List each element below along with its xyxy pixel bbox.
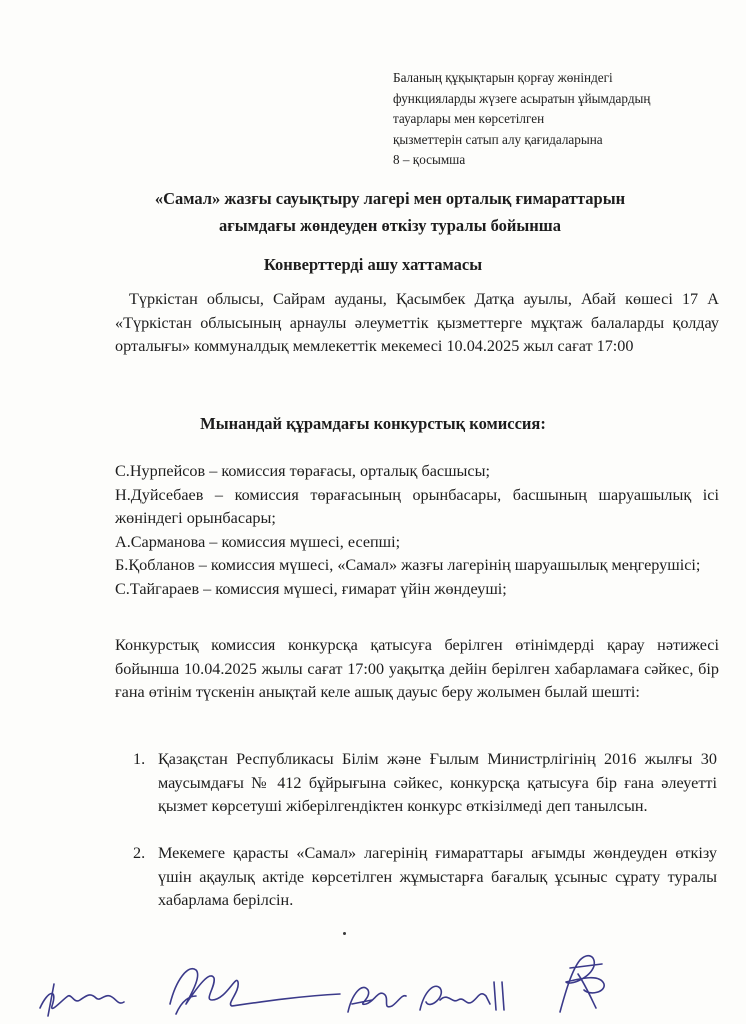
document-title-line-1: «Самал» жазғы сауықтыру лагері мен орталық ғимараттарын: [154, 189, 626, 208]
annex-line: Баланың құқықтарын қорғау жөніндегі: [393, 70, 613, 85]
resolution-item: [133, 748, 717, 819]
signature-3: [348, 987, 406, 1012]
resolution-text: Қазақстан Республикасы Білім және Ғылым Министрлігінің 2016 жылғы 30 маусымдағы № 412 бұйрығына сәйкес, конкурсқа қатысуға бір ғана әлеуетті қызмет көрсетуші жіберілгендіктен конкурс өткізілмеді деп танылсын.: [158, 750, 717, 815]
annex-line: тауарлары мен көрсетілген: [393, 111, 545, 126]
resolution-text: Мекемеге қарасты «Самал» лагерінің ғимараттары ағымды жөндеуден өткізу үшін ақаулық актіде көрсетілген жұмыстарға бағалық ұсыныс сұрату туралы хабарлама берілсін.: [158, 844, 717, 909]
member-line: С.Тайгараев – комиссия мүшесі, ғимарат үйін жөндеуші;: [115, 579, 507, 598]
annex-line: функцияларды жүзеге асыратын ұйымдардың: [393, 90, 651, 106]
annex-line: қызметтерін сатып алу қағидаларына: [393, 131, 603, 147]
member-line: Н.Дуйсебаев – комиссия төрағасының орынбасары, басшының шаруашылық ісі жөніндегі орынбасары;: [115, 485, 719, 527]
signature-2: [170, 969, 340, 1014]
signature-1: [40, 984, 124, 1016]
signatures-drawing: [0, 930, 746, 1024]
decision-paragraph: Конкурстық комиссия конкурсқа қатысуға берілген өтінімдерді қарау нәтижесі бойынша 10.04.2025 жылы сағат 17:00 уақытқа дейін берілген хабарламаға сәйкес, бір ғана өтінім түскенін анықтай келе ашық дауыс беру жолымен былай шешті:: [115, 636, 719, 701]
annex-line: 8 – қосымша: [393, 152, 466, 167]
member-line: А.Сарманова – комиссия мүшесі, есепші;: [115, 532, 401, 551]
member-line: С.Нурпейсов – комиссия төрағасы, орталық басшысы;: [115, 462, 490, 480]
intro-paragraph: Түркістан облысы, Сайрам ауданы, Қасымбек Датқа ауылы, Абай көшесі 17 А «Түркістан облысының арнаулы әлеуметтік қызметтерге мұқтаж балаларды қолдау орталығы» коммуналдық мемлекеттік мекемесі 10.04.2025 жыл сағат 17:00: [115, 290, 719, 355]
annex-note: [393, 68, 650, 171]
resolution-item: [133, 842, 717, 913]
signature-4: [420, 982, 504, 1010]
signature-5: [560, 956, 604, 1012]
commission-members: [115, 460, 719, 601]
commission-heading: Мынандай құрамдағы конкурстық комиссия:: [200, 414, 546, 433]
document-subtitle: Конверттерді ашу хаттамасы: [263, 255, 483, 274]
member-line: Б.Қобланов – комиссия мүшесі, «Самал» жазғы лагерінің шаруашылық меңгерушісі;: [115, 556, 701, 574]
signatures-area: [0, 930, 746, 1024]
resolution-number: 1.: [133, 750, 146, 768]
resolution-number: 2.: [133, 844, 146, 862]
document-title-line-2: ағымдағы жөндеуден өткізу туралы бойынша: [219, 216, 561, 235]
